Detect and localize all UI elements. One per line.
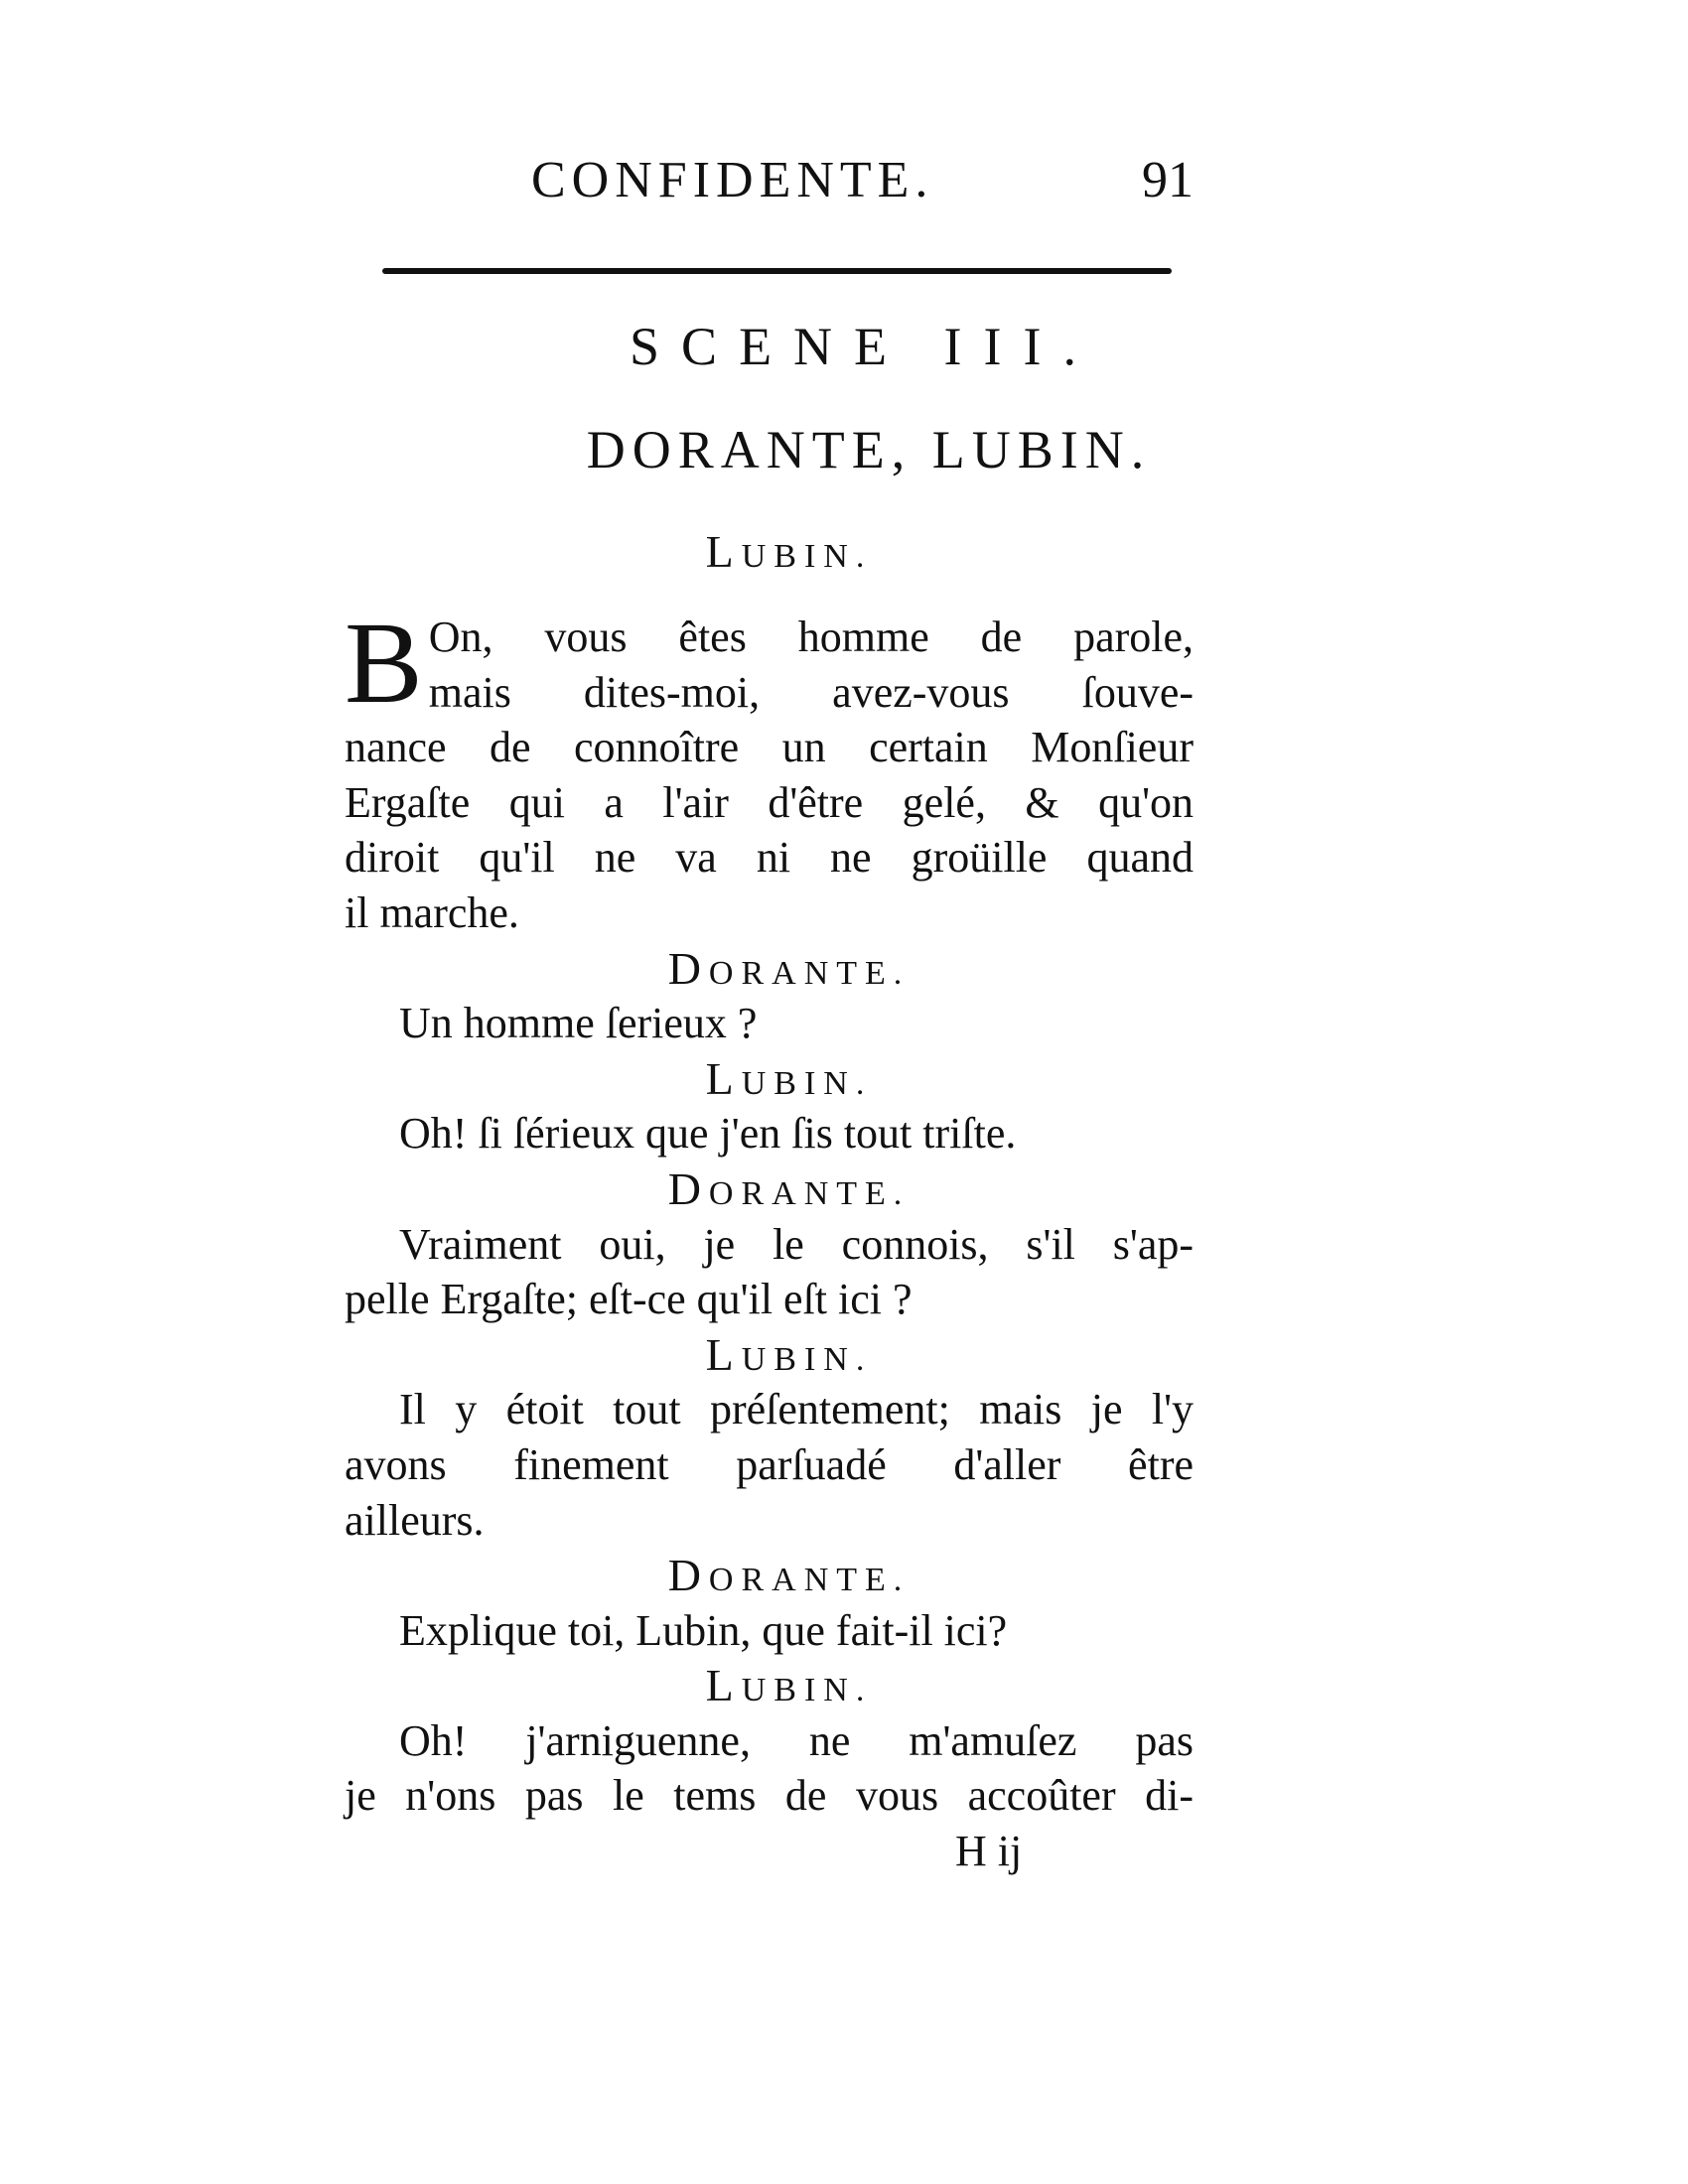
speaker-name: UBIN. — [741, 1672, 873, 1709]
text-line: Oh! ſi ſérieux que j'en ſis tout triſte. — [399, 1109, 1017, 1159]
text-line: je n'ons pas le tems de vous accoûter di- — [345, 1771, 1194, 1821]
speaker-heading — [345, 1548, 1194, 1603]
dialogue-text — [345, 598, 1194, 1879]
scene-characters: DORANTE, LUBIN. — [586, 420, 1152, 479]
speaker-name: ORANTE. — [708, 1562, 911, 1599]
speaker-heading — [345, 524, 1194, 580]
scene-title: SCENE III. — [630, 317, 1098, 376]
speaker-initial: D — [667, 1550, 709, 1601]
text-line: Un homme ſerieux ? — [399, 999, 758, 1048]
text-line: nance de connoître un certain Monſieur — [345, 723, 1194, 772]
speaker-heading — [345, 1327, 1194, 1383]
text-line: avons finement parſuadé d'aller être — [345, 1439, 1194, 1489]
speaker-initial: L — [705, 1052, 742, 1104]
text-line: il marche. — [345, 887, 519, 937]
text-line: ailleurs. — [345, 1495, 485, 1545]
speaker-name: UBIN. — [741, 1340, 873, 1378]
text-line: diroit qu'il ne va ni ne groüille quand — [345, 833, 1194, 883]
speaker-heading — [345, 1658, 1194, 1713]
running-title: CONFIDENTE. — [531, 152, 934, 208]
speaker-name: ORANTE. — [708, 954, 911, 992]
speaker-heading — [345, 1161, 1194, 1217]
speaker-name: UBIN. — [741, 1064, 873, 1102]
speaker-initial: D — [667, 942, 709, 994]
text-line: Il y étoit tout préſentement; mais je l'y — [399, 1385, 1194, 1434]
speaker-name: ORANTE. — [708, 1174, 911, 1212]
speaker-initial: L — [705, 1328, 742, 1380]
text-line: mais dites-moi, avez-vous ſouve- — [428, 667, 1194, 717]
text-line: On, vous êtes homme de parole, — [428, 613, 1194, 661]
speaker-name: UBIN. — [741, 538, 873, 575]
drop-cap: B — [345, 598, 423, 728]
header-rule — [382, 268, 1172, 274]
signature-mark: H ij — [955, 1827, 1023, 1876]
text-line: pelle Ergaſte; eſt-ce qu'il eſt ici ? — [345, 1275, 913, 1324]
speaker-heading — [345, 941, 1194, 997]
page-number: 91 — [1142, 152, 1194, 208]
speaker-heading — [345, 1051, 1194, 1107]
text-line: Vraiment oui, je le connois, s'il s'ap- — [399, 1219, 1194, 1269]
text-line: Explique toi, Lubin, que fait-il ici? — [399, 1605, 1008, 1655]
text-line: Ergaſte qui a l'air d'être gelé, & qu'on — [345, 777, 1194, 827]
text-line: Oh! j'arniguenne, ne m'amuſez pas — [399, 1715, 1194, 1765]
speaker-initial: L — [705, 526, 742, 577]
speaker-initial: D — [667, 1162, 709, 1214]
speaker-initial: L — [705, 1660, 742, 1711]
